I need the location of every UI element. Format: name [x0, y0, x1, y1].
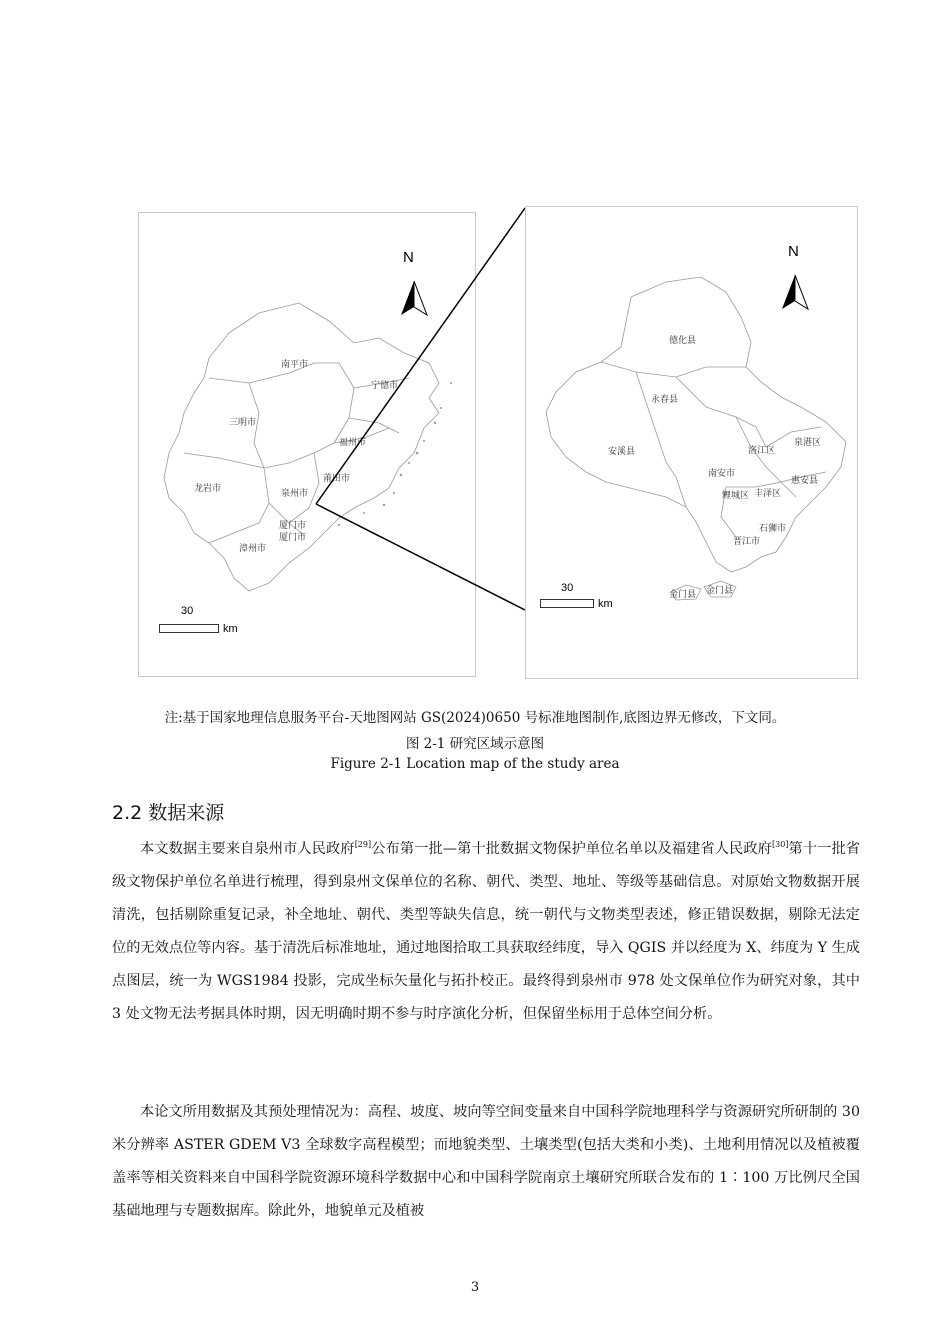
paragraph-1	[112, 833, 860, 1031]
scale-value: 30	[561, 582, 574, 594]
map-label: 安溪县	[608, 447, 636, 457]
map-label: 德化县	[669, 336, 697, 346]
north-label: N	[403, 249, 414, 266]
map-label: 金门县	[706, 586, 734, 596]
map-label: 金门县	[669, 590, 697, 600]
page-number: 3	[470, 1280, 480, 1295]
north-label: N	[788, 243, 799, 260]
citation-ref: [29]	[354, 840, 372, 849]
map-label: 丰泽区	[754, 489, 782, 499]
map-label: 三明市	[229, 418, 257, 428]
map-label: 泉州市	[281, 489, 309, 499]
right-map-frame	[525, 206, 858, 679]
map-label: 龙岩市	[194, 484, 222, 494]
scale-value: 30	[181, 605, 194, 617]
map-label: 厦门市	[279, 521, 307, 531]
map-label: 惠安县	[791, 476, 819, 486]
map-label: 南平市	[281, 360, 309, 370]
map-label: 莆田市	[323, 474, 351, 484]
scale-unit: km	[598, 598, 613, 610]
map-label: 福州市	[339, 438, 367, 448]
map-label: 石狮市	[759, 524, 787, 534]
map-label: 泉港区	[794, 438, 822, 448]
paragraph-text: 本文数据主要来自泉州市人民政府	[140, 841, 355, 857]
paragraph-text: 第十一批省级文物保护单位名单进行梳理，得到泉州文保单位的名称、朝代、类型、地址、等级等基础信息。对原始文物数据开展清洗，包括剔除重复记录，补全地址、朝代、类型等缺失信息，统一朝代与文物类型表述，修正错误数据，剔除无法定位的无效点位等内容。基于清洗后标准地址，通过地图拾取工具获取经纬度，导入 QGIS 并以经度为 X、纬度为 Y 生成点图层，统一为 WGS1984 投影，完成坐标矢量化与拓扑校正。最终得到泉州市 978 处文保单位作为研究对象，其中 3 处文物无法考据具体时期，因无明确时期不参与时序演化分析，但保留坐标用于总体空间分析。	[112, 841, 860, 1022]
map-label: 洛江区	[748, 446, 776, 456]
paragraph-2	[112, 1096, 860, 1228]
figure-note: 注:基于国家地理信息服务平台-天地图网站 GS(2024)0650 号标准地图制作,底图边界无修改，下文同。	[164, 710, 786, 726]
map-label: 宁德市	[371, 381, 399, 391]
section-heading: 2.2 数据来源	[112, 802, 225, 824]
citation-ref: [30]	[771, 840, 789, 849]
map-label: 厦门市	[279, 533, 307, 543]
figure-caption-en: Figure 2-1 Location map of the study area	[330, 756, 620, 772]
map-label: 漳州市	[239, 544, 267, 554]
scale-unit: km	[223, 623, 238, 635]
map-label: 晋江市	[733, 537, 761, 547]
map-label: 南安市	[708, 469, 736, 479]
figure-caption-cn: 图 2-1 研究区域示意图	[405, 736, 545, 752]
paragraph-text: 本论文所用数据及其预处理情况为：高程、坡度、坡向等空间变量来自中国科学院地理科学与资源研究所研制的 30 米分辨率 ASTER GDEM V3 全球数字高程模型；而地貌类型、土壤类型(包括大类和小类)、土地利用情况以及植被覆盖率等相关资料来自中国科学院资源环境科学数据中心和中国科学院南京土壤研究所联合发布的 1∶100 万比例尺全国基础地理与专题数据库。除此外，地貌单元及植被	[112, 1104, 860, 1219]
scale-bar	[540, 599, 594, 608]
map-label: 永春县	[651, 395, 679, 405]
paragraph-text: 公布第一批—第十批数据文物保护单位名单以及福建省人民政府	[371, 841, 772, 857]
map-label: 鲤城区	[722, 491, 750, 501]
